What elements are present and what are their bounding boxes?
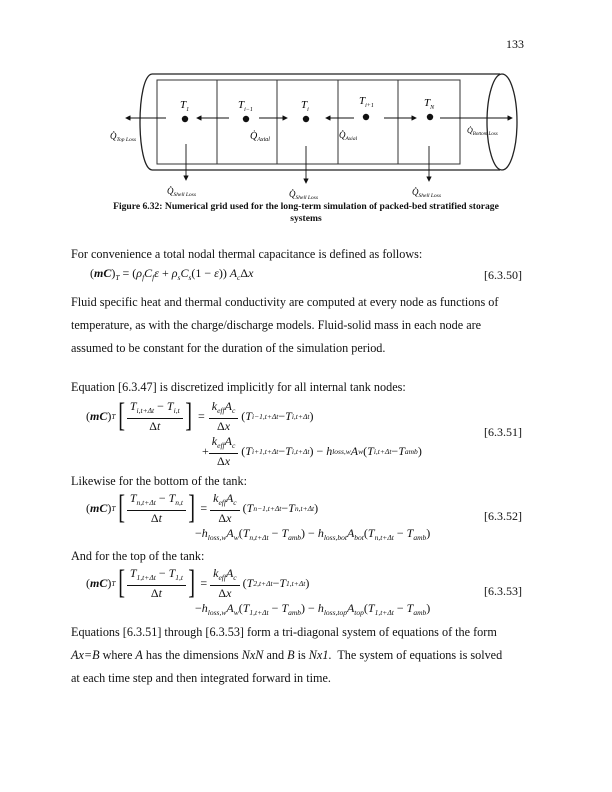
caption-line-1: Figure 6.32: Numerical grid used for the long-term simulation of packed-bed stratified storage <box>113 201 499 212</box>
math-inline: Nx1 <box>308 648 329 662</box>
equation-number-50: [6.3.50] <box>484 268 522 282</box>
svg-text:Ti−1: $T_{i-1}$ <box>238 99 253 113</box>
para-line: Equations [6.3.51] through [6.3.53] form a tri-diagonal system of equations of the form <box>71 625 497 639</box>
svg-text:Q̇Axial: $Q̇_{Axial}$ <box>339 130 358 142</box>
svg-text:Q̇Shell Loss: $Q̇_{Shell Loss}$ <box>412 187 441 199</box>
svg-text:T1: $T_1$ <box>180 99 190 113</box>
svg-text:Q̇Top Loss: $Q̇_{Top Loss}$ <box>110 131 137 143</box>
text-run: and <box>263 648 288 662</box>
text-run: is <box>294 648 309 662</box>
caption-line-2: systems <box>290 213 322 224</box>
svg-text:Ti: $T_i$ <box>301 99 309 113</box>
equation-6-3-51: (mC) T [ $\frac{T_{i,t+\Delta t} - T_{i,t}}{\Delta t}$ ] = $\frac{k_{eff}A_c}{\Delta x}$ ( T i−1,t+Δt − T i,t+Δt ) + $\frac{k_{eff}A_c}{\Delta x}$ ( T i+1,t+Δt − T i,t+Δt ) − h loss,w A w ( T i,t+Δt − T amb ) <box>86 397 422 468</box>
equation-6-3-50: $(mC)_T = (\rho_fC_f\varepsilon + \rho_sC_s(1 - \varepsilon))$ $A_c\Delta x$ <box>90 266 254 282</box>
text-run: . The system of equations is solved <box>328 648 503 662</box>
paragraph-top: And for the top of the tank: <box>71 549 205 563</box>
para-line: assumed to be constant for the duration of the simulation period. <box>71 341 386 355</box>
svg-text:Q̇Shell Loss: $Q̇_{Shell Loss}$ <box>289 189 318 201</box>
math-inline: NxN <box>241 648 264 662</box>
math-inline: Ax=B <box>71 648 100 662</box>
svg-text:Ti+1: $T_{i+1}$ <box>359 95 374 109</box>
numerical-grid-diagram <box>100 62 520 202</box>
text-run: where <box>99 648 136 662</box>
figure-caption <box>70 201 542 225</box>
math-inline: B <box>287 648 295 662</box>
equation-number-51: [6.3.51] <box>484 425 522 439</box>
svg-text:Q̇Axial: $Q̇_{Axial}$ <box>250 131 270 143</box>
paragraph-fluid-properties <box>71 291 551 360</box>
svg-text:Q̇Shell Loss: $Q̇_{Shell Loss}$ <box>167 186 196 198</box>
paragraph-bottom: Likewise for the bottom of the tank: <box>71 474 247 488</box>
para-line: temperature, as with the charge/discharge models. Fluid-solid mass in each node are <box>71 318 482 332</box>
svg-text:TN: $T_N$ <box>424 97 435 111</box>
math-inline: A <box>135 648 143 662</box>
paragraph-discretized: Equation [6.3.47] is discretized implicitly for all internal tank nodes: <box>71 380 406 394</box>
equation-number-52: [6.3.52] <box>484 509 522 523</box>
paragraph-tridiagonal <box>71 621 551 690</box>
equation-6-3-53: (mC) T [ $\frac{T_{1,t+\Delta t} - T_{1,t}}{\Delta t}$ ] = $\frac{k_{eff}A_c}{\Delta x}$ ( T 2,t+Δt − T 1,t+Δt ) $-h_{loss,w}A_w(T_{1,t+\Delta t} - T_{amb}) - h_{loss,top}A_{top}(T_{1,t+\Delta t} - T_{amb})$ <box>86 564 431 617</box>
para-line <box>71 644 551 667</box>
para-line: at each time step and then integrated forward in time. <box>71 671 331 685</box>
svg-text:Q̇Bottom Loss: $Q̇_{Bottom Loss}$ <box>467 126 498 137</box>
page-number: 133 <box>506 37 524 51</box>
text-run: has the dimensions <box>142 648 242 662</box>
intro-text: For convenience a total nodal thermal capacitance is defined as follows: <box>71 247 423 261</box>
equation-number-53: [6.3.53] <box>484 584 522 598</box>
para-line: Fluid specific heat and thermal conductivity are computed at every node as functions of <box>71 295 499 309</box>
equation-6-3-52: (mC) T [ $\frac{T_{n,t+\Delta t} - T_{n,t}}{\Delta t}$ ] = $\frac{k_{eff}A_c}{\Delta x}$ ( T n−1,t+Δt − T n,t+Δt ) $-h_{loss,w}A_w(T_{n,t+\Delta t} - T_{amb}) - h_{loss,bot}A_{bot}(T_{n,t+\Delta t} - T_{amb})$ <box>86 489 431 542</box>
